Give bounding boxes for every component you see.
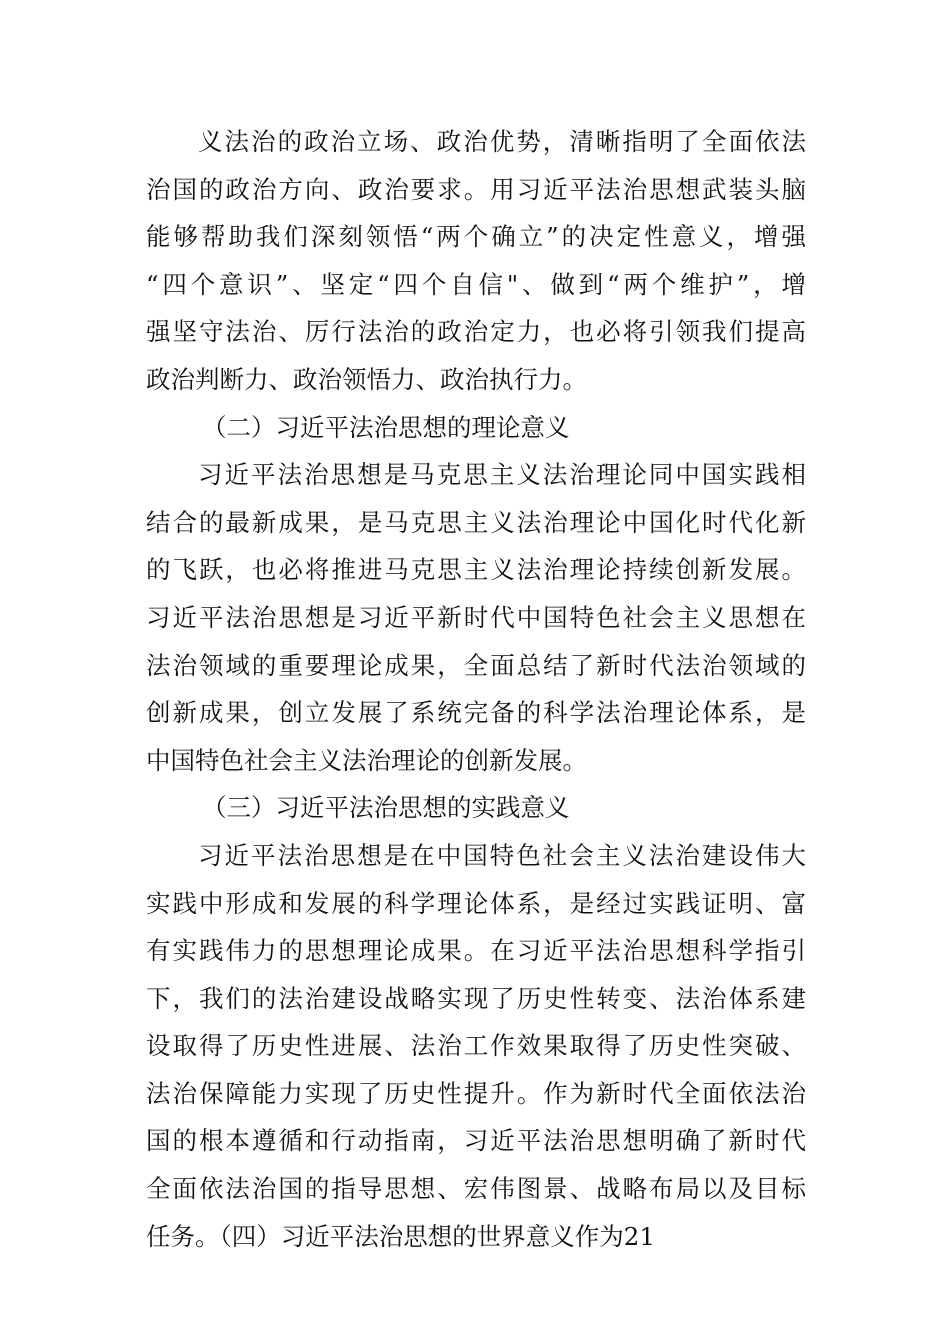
text-line: 下，我们的法治建设战略实现了历史性转变、法治体系建 <box>146 983 806 1013</box>
text-line: 治国的政治方向、政治要求。用习近平法治思想武装头脑 <box>146 174 806 204</box>
section-heading: （二）习近平法治思想的理论意义 <box>202 412 570 442</box>
text-line: 创新成果，创立发展了系统完备的科学法治理论体系，是 <box>146 698 806 728</box>
body-text <box>146 118 806 1260</box>
text-line: 习近平法治思想是马克思主义法治理论同中国实践相 <box>198 460 806 490</box>
text-line: 义法治的政治立场、政治优势，清晰指明了全面依法 <box>198 127 806 156</box>
text-line: 实践中形成和发展的科学理论体系，是经过实践证明、富 <box>146 888 806 918</box>
text-line: 的飞跃，也必将推进马克思主义法治理论持续创新发展。 <box>146 555 806 585</box>
text-line: 结合的最新成果，是马克思主义法治理论中国化时代化新 <box>146 507 806 537</box>
text-line: “四个意识”、坚定“四个自信"、做到“两个维护”，增 <box>146 269 806 299</box>
text-line: 法治保障能力实现了历史性提升。作为新时代全面依法治 <box>146 1078 806 1108</box>
text-line: 政治判断力、政治领悟力、政治执行力。 <box>146 364 587 394</box>
text-line: 习近平法治思想是习近平新时代中国特色社会主义思想在 <box>146 602 806 632</box>
text-line: 强坚守法治、厉行法治的政治定力，也必将引领我们提高 <box>146 317 806 347</box>
text-line: 法治领域的重要理论成果，全面总结了新时代法治领域的 <box>146 650 806 680</box>
text-line: 国的根本遵循和行动指南，习近平法治思想明确了新时代 <box>146 1126 806 1156</box>
text-line: 中国特色社会主义法治理论的创新发展。 <box>146 745 587 775</box>
text-line: 有实践伟力的思想理论成果。在习近平法治思想科学指引 <box>146 936 806 966</box>
text-line: 习近平法治思想是在中国特色社会主义法治建设伟大 <box>198 840 806 870</box>
text-line: 任务。（四）习近平法治思想的世界意义作为21 <box>146 1221 655 1251</box>
text-line: 全面依法治国的指导思想、宏伟图景、战略布局以及目标 <box>146 1174 806 1204</box>
section-heading: （三）习近平法治思想的实践意义 <box>202 793 570 823</box>
text-line: 设取得了历史性进展、法治工作效果取得了历史性突破、 <box>146 1031 806 1061</box>
text-line: 能够帮助我们深刻领悟“两个确立”的决定性意义，增强 <box>146 222 806 252</box>
